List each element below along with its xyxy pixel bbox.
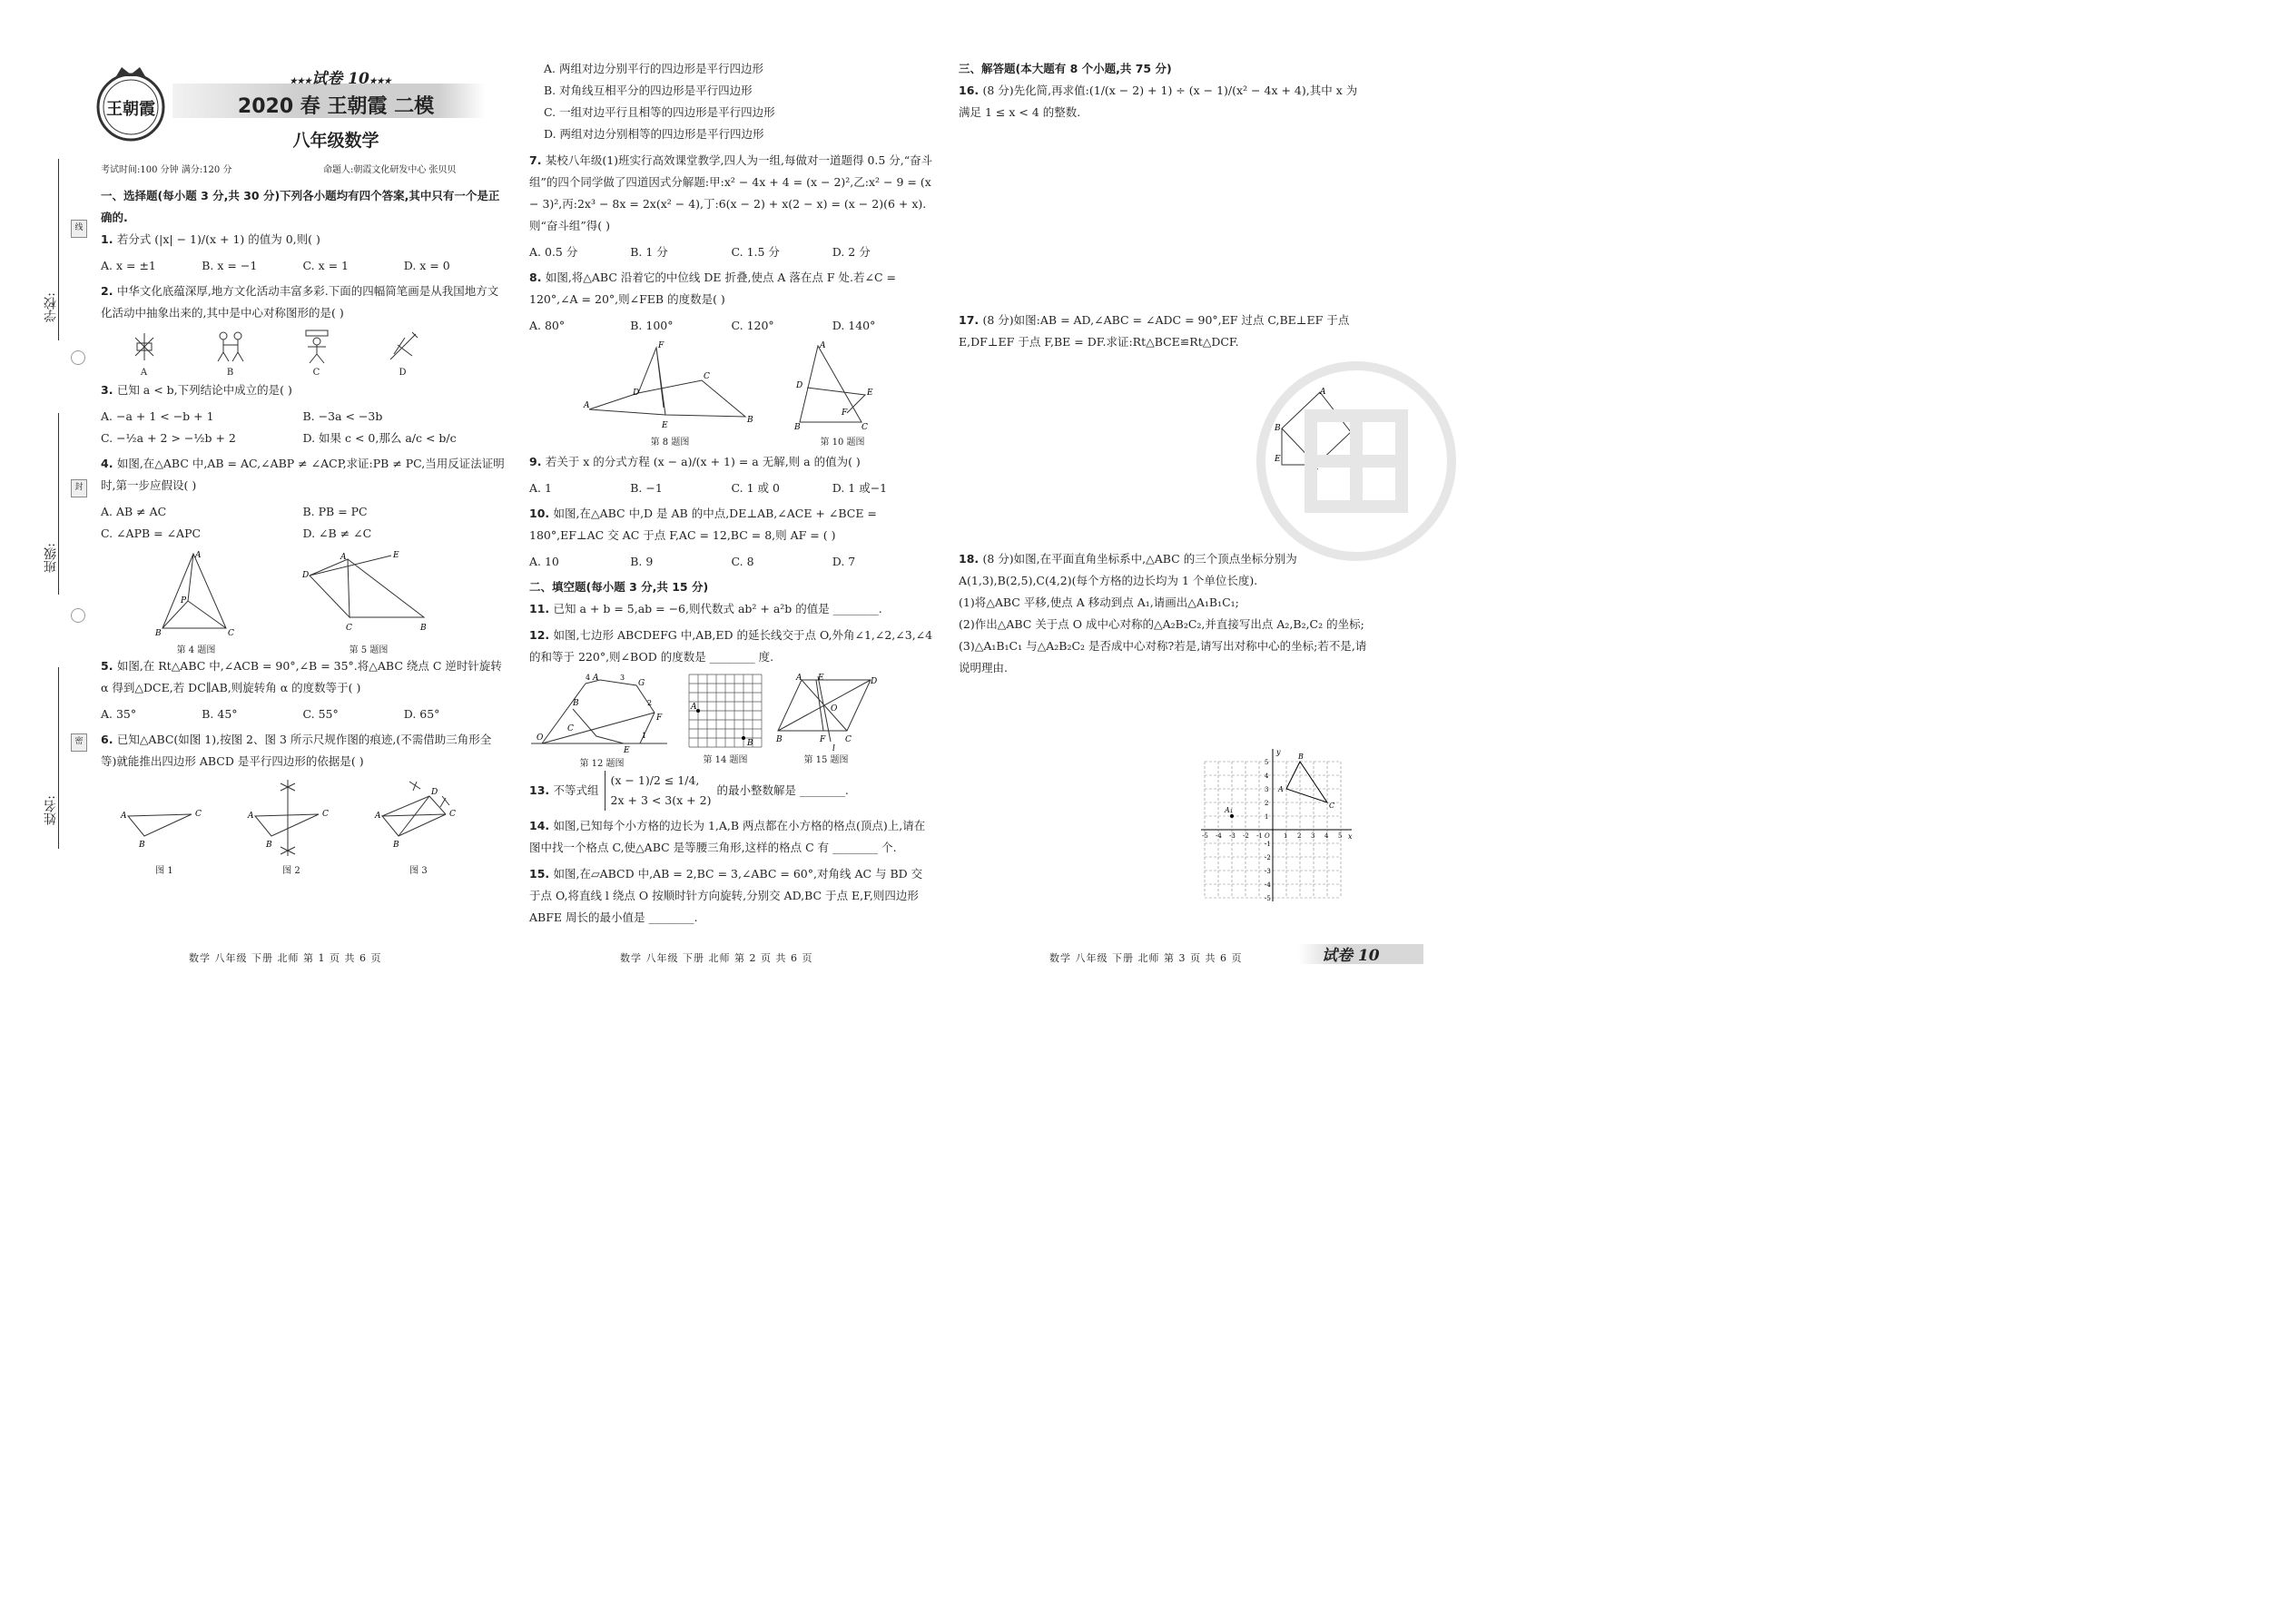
svg-text:A: A (121, 812, 127, 821)
figure-6-2: A C B 图 2 (246, 778, 337, 887)
svg-text:-4: -4 (1265, 881, 1271, 889)
answer-space-16 (959, 128, 1367, 310)
svg-text:B: B (794, 423, 801, 432)
svg-text:C: C (228, 629, 234, 638)
svg-text:y: y (1276, 748, 1281, 756)
svg-text:B: B (573, 699, 579, 708)
figure-15: A E D B F C O l 第 15 题图 (776, 674, 878, 765)
svg-text:C: C (322, 810, 329, 819)
svg-text:A: A (691, 703, 697, 712)
q6-option-c: C. 一组对边平行且相等的四边形是平行四边形 (544, 105, 775, 119)
author-info: 命题人:朝霞文化研发中心 张贝贝 (323, 165, 457, 175)
question-15: 15. 如图,在▱ABCD 中,AB = 2,BC = 3,∠ABC = 60°,对角线 AC 与 BD 交于点 O,将直线 l 绕点 O 按顺时针方向旋转,分别交 AD,BC 于点 E,F,则四边形 ABFE 周长的最小值是 ________. (529, 867, 923, 924)
question-2-figures (101, 329, 446, 379)
svg-text:-1: -1 (1256, 832, 1263, 840)
svg-text:C: C (449, 810, 456, 819)
svg-text:B: B (139, 841, 145, 850)
svg-text:D: D (796, 381, 803, 390)
question-18-part-2: (2)作出△ABC 关于点 O 成中心对称的△A₂B₂C₂,并直接写出点 A₂,B₂,C₂ 的坐标; (959, 617, 1364, 631)
question-6-figures (101, 778, 482, 887)
question-18-part-1: (1)将△ABC 平移,使点 A 移动到点 A₁,请画出△A₁B₁C₁; (959, 595, 1239, 609)
svg-text:D: D (633, 389, 640, 398)
question-7: 7. 某校八年级(1)班实行高效课堂教学,四人为一组,每做对一道题得 0.5 分,“奋斗组”的四个同学做了四道因式分解题:甲:x² − 4x + 4 = (x − 2)²,乙:x² − 9 = (x − 3)²,丙:2x³ − 8x = 2x(x² − 4),丁:6(x − 2) + x(2 − x) = (x − 2)(6 + x).则“奋斗组”得( ) (529, 153, 933, 232)
svg-text:-3: -3 (1229, 832, 1236, 840)
svg-text:F: F (658, 341, 665, 350)
figure-8: A F D C E B 第 8 题图 (584, 341, 753, 448)
q6-option-b: B. 对角线互相平分的四边形是平行四边形 (544, 84, 753, 97)
svg-text:F: F (820, 735, 826, 744)
svg-text:F: F (1353, 458, 1359, 468)
question-13: 13. 不等式组 (x − 1)/2 ≤ 1/4, 2x + 3 < 3(x + 2) 的最小整数解是 ________. (529, 771, 933, 811)
figure-6-1: A C B 图 1 (121, 810, 202, 876)
svg-text:A₁: A₁ (1225, 806, 1233, 814)
figure-14: A B 第 14 题图 (691, 703, 753, 765)
svg-text:-3: -3 (1265, 868, 1271, 875)
svg-text:G: G (638, 679, 645, 688)
svg-text:A: A (375, 812, 381, 821)
svg-text:4: 4 (586, 674, 591, 682)
svg-text:A: A (796, 674, 802, 683)
svg-text:-5: -5 (1202, 832, 1208, 840)
svg-text:E: E (393, 551, 399, 560)
question-17: 17. (8 分)如图:AB = AD,∠ABC = ∠ADC = 90°,EF 过点 C,BE⊥EF 于点 E,DF⊥EF 于点 F,BE = DF.求证:Rt△BCE≌Rt△DCF. (959, 313, 1350, 349)
class-label: 班级: (44, 543, 58, 573)
figure-12: O B A G F C E 1 2 3 4 第 12 题图 (529, 673, 674, 771)
figures-8-10 (529, 340, 933, 451)
svg-text:C: C (845, 735, 852, 744)
svg-text:B: B (420, 624, 427, 633)
svg-text:D: D (871, 677, 878, 686)
question-7-options: A. 0.5 分 B. 1 分 C. 1.5 分 D. 2 分 (529, 245, 871, 259)
svg-text:A: A (340, 553, 347, 562)
svg-text:F: F (842, 408, 848, 418)
school-label: 学校: (44, 292, 58, 322)
question-18: 18. (8 分)如图,在平面直角坐标系中,△ABC 的三个顶点坐标分别为 A(1,3),B(2,5),C(4,2)(每个方格的边长均为 1 个单位长度). (959, 552, 1297, 587)
binding-hole (71, 608, 85, 623)
svg-text:A: A (820, 341, 826, 350)
question-9: 9. 若关于 x 的分式方程 (x − a)/(x + 1) = a 无解,则 a 的值为( ) (529, 455, 861, 468)
question-18-part-3: (3)△A₁B₁C₁ 与△A₂B₂C₂ 是否成中心对称?若是,请写出对称中心的坐标;若不是,请说明理由. (959, 639, 1367, 674)
svg-text:C: C (861, 423, 868, 432)
svg-text:王朝霞: 王朝霞 (106, 100, 155, 119)
svg-text:2: 2 (1297, 832, 1302, 840)
svg-text:3: 3 (1265, 786, 1269, 793)
question-2: 2. 中华文化底蕴深厚,地方文化活动丰富多彩.下面的四幅简笔画是从我国地方文化活动中抽象出来的,其中是中心对称图形的是( ) (101, 284, 499, 320)
question-5-options: A. 35° B. 45° C. 55° D. 65° (101, 707, 440, 721)
question-3: 3. 已知 a < b,下列结论中成立的是( ) (101, 383, 292, 397)
question-4-options: A. AB ≠ AC B. PB = PC C. ∠APB = ∠APC D. ∠B ≠ ∠C (101, 505, 372, 540)
figure-2a: A (126, 329, 162, 379)
svg-text:E: E (1275, 455, 1281, 464)
figure-4: A B C P 第 4 题图 (155, 551, 234, 655)
svg-text:5: 5 (1265, 759, 1269, 766)
question-4: 4. 如图,在△ABC 中,AB = AC,∠ABP ≠ ∠ACP,求证:PB ≠ PC,当用反证法证明时,第一步应假设( ) (101, 457, 505, 492)
paper-series: ★★★试卷 10★★★ (289, 70, 391, 88)
svg-text:x: x (1348, 832, 1353, 841)
paper-badge: 试卷 10 (1322, 947, 1380, 965)
svg-text:1: 1 (1265, 813, 1269, 821)
svg-text:A: A (1320, 388, 1326, 397)
question-8: 8. 如图,将△ABC 沿着它的中位线 DE 折叠,使点 A 落在点 F 处.若∠C = 120°,∠A = 20°,则∠FEB 的度数是( ) (529, 271, 897, 306)
figure-6-3: A C B D 图 3 (373, 778, 464, 887)
svg-text:B: B (1275, 424, 1281, 433)
svg-text:O: O (537, 733, 544, 743)
section-answer-heading: 三、解答题(本大题有 8 个小题,共 75 分) (959, 62, 1172, 75)
figure-10: A D E F B C 第 10 题图 (794, 341, 873, 448)
figures-12-14-15 (529, 673, 933, 771)
svg-text:-4: -4 (1216, 832, 1222, 840)
page-footer-3: 数学 八年级 下册 北师 第 3 页 共 6 页 (1049, 952, 1243, 964)
section-choice-heading: 一、选择题(每小题 3 分,共 30 分)下列各小题均有四个答案,其中只有一个是正确的. (101, 189, 500, 224)
svg-text:B: B (393, 841, 399, 850)
svg-text:-1: -1 (1265, 841, 1271, 848)
seal-box-line: 线 (71, 220, 87, 238)
section-fill-heading: 二、填空题(每小题 3 分,共 15 分) (529, 580, 709, 594)
question-11: 11. 已知 a + b = 5,ab = −6,则代数式 ab² + a²b 的值是 ________. (529, 602, 882, 615)
seal-box-seal: 封 (71, 479, 87, 497)
svg-text:B: B (1298, 753, 1304, 761)
question-8-options: A. 80° B. 100° C. 120° D. 140° (529, 319, 876, 332)
svg-text:2: 2 (1265, 800, 1269, 807)
svg-text:A: A (195, 551, 202, 560)
svg-text:A: A (593, 674, 599, 683)
svg-text:D: D (1353, 428, 1360, 437)
svg-text:F: F (656, 714, 663, 723)
svg-text:C: C (195, 810, 202, 819)
svg-text:B: B (747, 416, 753, 425)
svg-text:-5: -5 (1265, 895, 1271, 902)
page-title: 2020 春 王朝霞 二模 (237, 95, 435, 118)
question-14: 14. 如图,已知每个小方格的边长为 1,A,B 两点都在小方格的格点(顶点)上,请在图中找一个格点 C,使△ABC 是等腰三角形,这样的格点 C 有 ________ 个. (529, 819, 926, 854)
question-9-options: A. 1 B. −1 C. 1 或 0 D. 1 或−1 (529, 481, 888, 495)
svg-text:5: 5 (1338, 832, 1343, 840)
svg-text:1: 1 (1284, 832, 1288, 840)
question-1-options: A. x = ±1 B. x = −1 C. x = 1 D. x = 0 (101, 259, 450, 272)
svg-text:l: l (832, 744, 835, 753)
name-label: 姓名: (44, 795, 58, 825)
q6-option-d: D. 两组对边分别相等的四边形是平行四边形 (544, 127, 764, 141)
question-10-options: A. 10 B. 9 C. 8 D. 7 (529, 555, 856, 568)
svg-text:4: 4 (1324, 832, 1329, 840)
logo-seal (91, 64, 171, 143)
svg-text:B: B (776, 735, 783, 744)
column-1 (101, 185, 505, 887)
svg-text:C: C (1313, 464, 1319, 473)
svg-text:E: E (624, 746, 630, 755)
seal-box-secret: 密 (71, 733, 87, 752)
binding-hole (71, 350, 85, 365)
question-6: 6. 已知△ABC(如图 1),按图 2、图 3 所示尺规作图的痕迹,(不需借助三角形全等)就能推出四边形 ABCD 是平行四边形的依据是( ) (101, 733, 492, 768)
svg-text:B: B (266, 841, 272, 850)
svg-text:C: C (346, 624, 352, 633)
svg-text:3: 3 (620, 674, 625, 682)
page-footer-1: 数学 八年级 下册 北师 第 1 页 共 6 页 (189, 952, 382, 964)
svg-text:B: B (155, 629, 162, 638)
svg-text:O: O (1265, 832, 1270, 840)
svg-text:D: D (431, 788, 438, 797)
question-3-options: A. −a + 1 < −b + 1 B. −3a < −3b C. −½a + 2 > −½b + 2 D. 如果 c < 0,那么 a/c < b/c (101, 409, 457, 445)
question-5: 5. 如图,在 Rt△ABC 中,∠ACB = 90°,∠B = 35°.将△ABC 绕点 C 逆时针旋转 α 得到△DCE,若 DC∥AB,则旋转角 α 的度数等于( ) (101, 659, 502, 694)
question-12: 12. 如图,七边形 ABCDEFG 中,AB,ED 的延长线交于点 O,外角∠1,∠2,∠3,∠4 的和等于 220°,则∠BOD 的度数是 ________ 度. (529, 628, 933, 664)
svg-text:-2: -2 (1243, 832, 1249, 840)
page-footer-2: 数学 八年级 下册 北师 第 2 页 共 6 页 (620, 952, 813, 964)
svg-text:4: 4 (1265, 773, 1269, 780)
svg-text:E: E (867, 389, 873, 398)
question-10: 10. 如图,在△ABC 中,D 是 AB 的中点,DE⊥AB,∠ACE + ∠BCE = 180°,EF⊥AC 交 AC 于点 F,AC = 12,BC = 8,则 AF = ( ) (529, 507, 877, 542)
question-16: 16. (8 分)先化简,再求值:(1/(x − 2) + 1) ÷ (x − 1)/(x² − 4x + 4),其中 x 为满足 1 ≤ x < 4 的整数. (959, 84, 1358, 119)
svg-text:2: 2 (647, 699, 653, 707)
svg-text:C: C (567, 724, 574, 733)
svg-text:A: A (584, 401, 590, 410)
figure-5: D A E C B 第 5 题图 (302, 551, 427, 655)
svg-text:3: 3 (1311, 832, 1315, 840)
figure-18-coordinate-grid (1195, 743, 1364, 905)
watermark-seal (1256, 361, 1456, 561)
svg-text:A: A (248, 812, 254, 821)
svg-text:O: O (831, 704, 838, 714)
figure-2b: B (212, 329, 249, 379)
exam-info: 考试时间:100 分钟 满分:120 分 (101, 165, 232, 175)
svg-text:-2: -2 (1265, 854, 1271, 861)
svg-text:D: D (302, 571, 310, 580)
svg-text:C: C (704, 372, 710, 381)
figure-2c: C (299, 329, 335, 379)
question-1: 1. 若分式 (|x| − 1)/(x + 1) 的值为 0,则( ) (101, 232, 320, 246)
figure-2d: D (385, 329, 421, 379)
svg-text:1: 1 (642, 732, 647, 740)
svg-text:B: B (747, 739, 753, 748)
column-3 (959, 58, 1367, 684)
svg-text:E: E (818, 674, 824, 683)
q6-option-a: A. 两组对边分别平行的四边形是平行四边形 (544, 62, 763, 75)
column-2 (529, 58, 933, 933)
svg-text:A: A (1278, 785, 1284, 793)
subject-title: 八年级数学 (292, 131, 379, 151)
figures-4-5 (101, 548, 505, 655)
svg-text:P: P (181, 596, 187, 605)
svg-text:C: C (1329, 802, 1335, 810)
svg-text:E: E (662, 421, 668, 430)
